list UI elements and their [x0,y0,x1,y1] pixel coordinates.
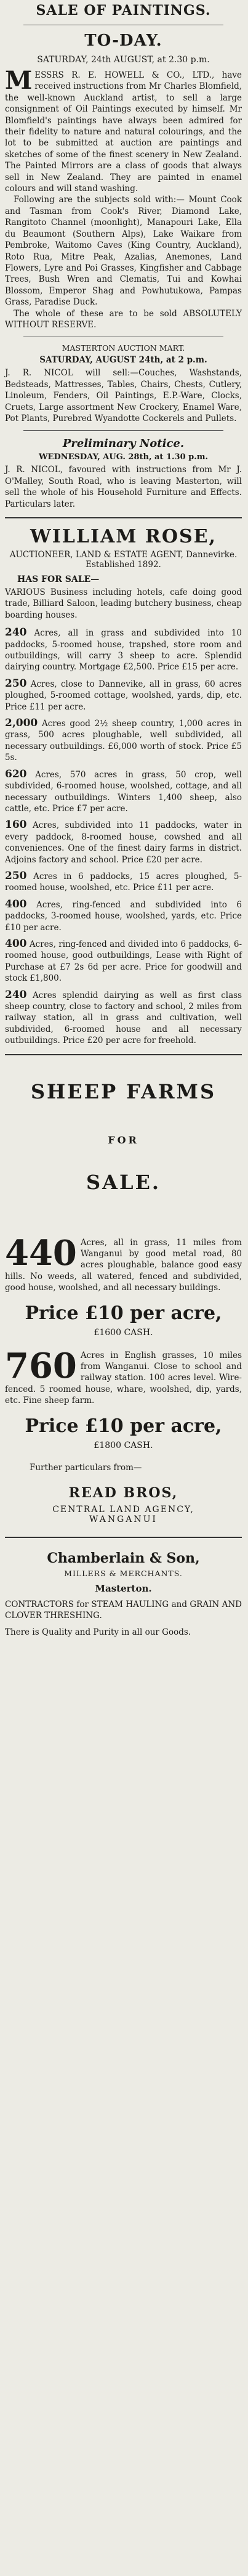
farm-2-acres: 760 [5,1345,77,1386]
farm-1-cash: £1600 CASH. [94,1327,153,1338]
paintings-subjects: Following are the subjects sold with:— Mount Cook and Tasman from Cook's River, Diamond Lake, Rangitoto Channel (moonlight), Manapouri Lake, Ella du Beaumont (Southern Alps), Lake Waikare from Pembroke, Waitomo Caves (King Country, Auckland), Roto Rua, Mitre Peak, Azalias, Anemones, Land Flowers, Lyre and Poi Grasses, Kingfisher and Cabbage Trees, Bush Wren and Clematis, Tui and Kowhai Blossom, Emperor Shag and Powhutukowa, Pampas Grass, Paradise Duck. [5,195,242,308]
rose-line1: AUCTIONEER, LAND & ESTATE AGENT, Dannevirke. [9,550,238,560]
rose-for-sale: HAS FOR SALE— [17,574,100,584]
rose-listing [5,989,242,1047]
divider [5,1054,242,1055]
listing-text: Acres good 2½ sheep country, 1,000 acres in grass, 500 acres ploughable, well subdivided, all necessary outbuildings. £6,000 worth of stock. Price £5 5s. [5,719,242,763]
chamberlain-name: Chamberlain & Son, [47,1550,200,1566]
chamberlain-body: CONTRACTORS for STEAM HAULING and GRAIN AND CLOVER THRESHING. [5,1599,242,1621]
listing-text: Acres in 6 paddocks, 15 acres ploughed, 5-roomed house, woolshed, etc. Price £11 per acre. [5,871,242,893]
today-heading: TO-DAY. [84,31,162,50]
farm-2-cash: £1800 CASH. [94,1440,153,1450]
listing-text: Acres, 570 acres in grass, 50 crop, well subdivided, 6-roomed house, woolshed, cottage, and all necessary outbuildings. Winters 1,400 sheep, also cattle, etc. Price £7 per acre. [5,769,242,814]
sale-date: SATURDAY, 24th AUGUST, at 2.30 p.m. [37,55,210,65]
sheep-title: SHEEP FARMS [30,1079,217,1103]
agency-line: CENTRAL LAND AGENCY, [52,1504,194,1515]
notice-title: Preliminary Notice. [62,437,185,451]
rose-name: WILLIAM ROSE, [30,526,217,547]
rose-listing [5,678,242,713]
paintings-closing: The whole of these are to be sold ABSOLUTELY WITHOUT RESERVE. [5,308,242,330]
farm-1-text: Acres, all in grass, 11 miles from Wanganui by good metal road, 80 acres ploughable, balance good easy hills. No weeds, all watered, fenced and subdivided, good house, woolshed, and all necessary buildings. [5,1237,242,1293]
mart-date: SATURDAY, AUGUST 24th, at 2 p.m. [39,355,207,366]
farm-1-price: Price £10 per acre, [25,1302,222,1324]
farm-1 [5,1232,242,1338]
rose-listing [5,899,242,933]
listing-acres: 160 [5,819,27,832]
listing-text: Acres, subdivided into 11 paddocks, water in every paddock, 8-roomed house, cowshed and all conveniences. One of the finest dairy farms in district. Adjoins factory and school. Price £20 per acre. [5,820,242,865]
rose-listing [5,769,242,815]
listing-acres: 620 [5,767,27,780]
mart-body: J. R. NICOL will sell:—Couches, Washstands, Bedsteads, Mattresses, Tables, Chairs, Chests, Cutlery, Linoleum, Fenders, Oil Paintings, E.P.-Ware, Clocks, Cruets, Large assortment New Crockery, Enamel Ware, Pot Plants, Purebred Wyandotte Cockerels and Pullets. [5,368,242,423]
listing-text: Acres, ring-fenced and divided into 6 paddocks, 6-roomed house, good outbuildings, Lease with Right of Purchase at £7 2s 6d per acre. Price for goodwill and stock £1,800. [5,939,242,984]
notice-body: J. R. NICOL, favoured with instructions from Mr J. O'Malley, South Road, who is leaving Masterton, will sell the whole of his Household Furniture and Effects. Particulars later. [5,465,242,509]
rose-listing [5,819,242,865]
paintings-title: SALE OF PAINTINGS. [36,2,211,18]
listing-acres: 400 [5,937,27,950]
paintings-ad [5,66,242,330]
rose-listing [5,938,242,984]
listing-text: Acres, close to Dannevike, all in grass, 60 acres ploughed, 5-roomed cottage, woolshed, yards, dip, etc. Price £11 per acre. [5,679,242,712]
paintings-body: ESSRS R. E. HOWELL & CO., LTD., have received instructions from Mr Charles Blomfield, the well-known Auckland artist, to sell a large consignment of Oil Paintings executed by himself. Mr Blomfield's paintings have always been admired for their fidelity to nature and natural colourings, and the lot to be submitted at auction are paintings and sketches of some of the finest scenery in New Zealand. The Painted Mirrors are a class of goods that always sell in New Zealand. They are painted in enamel colours and will stand washing. [5,70,242,194]
listing-acres: 400 [5,898,27,910]
listing-acres: 2,000 [5,717,38,730]
farm-1-acres: 440 [5,1232,77,1274]
divider [5,1537,242,1538]
listing-acres: 250 [5,869,27,882]
notice-date: WEDNESDAY, AUG. 28th, at 1.30 p.m. [38,452,209,462]
rose-listing [5,627,242,673]
chamberlain-footer: There is Quality and Purity in all our Goods. [5,1627,191,1637]
farm-2-price: Price £10 per acre, [25,1415,222,1437]
chamberlain-trade: MILLERS & MERCHANTS. [64,1568,183,1578]
listing-text: Acres splendid dairying as well as first class sheep country, close to factory and school, 2 miles from railway station, all in grass and cultivation, well subdivided, 6-roomed house and all necessary outbuildings. Price £20 per acre for freehold. [5,990,242,1046]
listing-text: Acres, ring-fenced and subdivided into 6 paddocks, 3-roomed house, woolshed, yards, etc. Price £10 per acre. [5,899,242,933]
rose-listing [5,718,242,764]
rose-intro: VARIOUS Business including hotels, cafe doing good trade, Billiard Saloon, leading butchery business, cheap boarding houses. [5,587,242,620]
chamberlain-town: Masterton. [95,1582,152,1594]
sheep-sale: SALE. [86,1170,161,1194]
dropcap: M [5,66,33,95]
listing-acres: 240 [5,988,27,1001]
listing-acres: 250 [5,677,27,690]
farm-2-text: Acres in English grasses, 10 miles from Wanganui. Close to school and railway station. 100 acres level. Wire-fenced. 5 roomed house, whare, woolshed, dip, yards, etc. Fine sheep farm. [5,1350,242,1406]
divider [5,517,242,518]
listing-text: Acres, all in grass and subdivided into 10 paddocks, 5-roomed house, trapshed, store room and outbuildings, will carry 3 sheep to acre. Splendid dairying country. Mortgage £2,500. Price £15 per acre. [5,628,242,673]
listing-acres: 240 [5,626,27,639]
agency-name: READ BROS, [68,1484,178,1501]
agency-town: WANGANUI [89,1514,158,1524]
further-particulars: Further particulars from— [30,1462,142,1473]
sheep-for: FOR [108,1134,139,1146]
rose-list [5,627,242,1046]
rose-line2: Established 1892. [86,560,161,570]
mart-title: MASTERTON AUCTION MART. [62,343,185,353]
divider [23,430,223,431]
farm-2 [5,1345,242,1450]
rose-listing [5,870,242,894]
